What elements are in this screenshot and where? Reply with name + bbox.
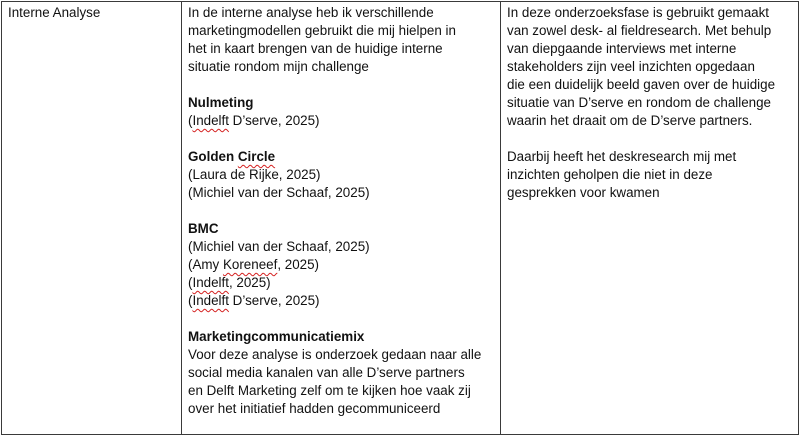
source-prefix: ( [188,275,193,290]
source-suffix: D’serve, 2025) [228,293,320,308]
source-suffix: D’serve, 2025) [228,113,320,128]
paragraph-line: situatie van D’serve en rondom de challenge [507,95,772,110]
intro-line: situatie rondom mijn challenge [188,59,369,74]
golden-circle-section [188,148,494,202]
bmc-section [188,220,494,310]
spellcheck-word[interactable]: Indelft [192,113,229,128]
bmc-source [188,292,494,310]
source-prefix: ( [188,113,193,128]
analysis-table [1,1,799,435]
golden-circle-source: (Laura de Rijke, 2025) [188,167,321,182]
spacer [188,76,494,94]
mcm-line: Voor deze analyse is onderzoek gedaan naar alle [188,347,482,362]
source-prefix: (Amy [188,257,223,272]
source-suffix: , 2025) [228,275,271,290]
source-suffix: , 2025) [277,257,320,272]
paragraph-line: die een duidelijk beeld gaven over de huidige [507,77,776,92]
intro-paragraph [188,4,494,76]
paragraph-line: waarin het draait om de D’serve partners. [507,113,753,128]
golden-circle-heading [188,148,494,166]
spellcheck-word[interactable]: Indelft [192,275,229,290]
bmc-source [188,256,494,274]
intro-line: In de interne analyse heb ik verschillende [188,5,434,20]
paragraph-line: gesprekken voor kwamen [507,185,660,200]
nulmeting-heading: Nulmeting [188,95,254,110]
paragraph-line: In deze onderzoeksfase is gebruikt gemaakt [507,5,770,20]
mcm-line: social media kanalen van alle D’serve partners [188,365,465,380]
paragraph-line: Daarbij heeft het deskresearch mij met [507,149,737,164]
golden-circle-source: (Michiel van der Schaaf, 2025) [188,185,370,200]
source-prefix: ( [188,293,193,308]
mcm-line: en Delft Marketing zelf om te kijken hoe vaak zij [188,383,471,398]
table-row [2,2,799,435]
research-paragraph-2 [507,148,792,202]
bmc-source: (Michiel van der Schaaf, 2025) [188,239,370,254]
paragraph-line: stakeholders zijn veel inzichten opgedaan [507,59,755,74]
spellcheck-word[interactable]: Circle [237,149,276,164]
spacer [188,202,494,220]
bmc-heading: BMC [188,221,219,236]
paragraph-line: van zowel desk- al fieldresearch. Met behulp [507,23,772,38]
spellcheck-word[interactable]: Indelft [192,293,229,308]
mcm-heading: Marketingcommunicatiemix [188,329,365,344]
nulmeting-source [188,112,494,130]
spacer [188,130,494,148]
paragraph-line: van diepgaande interviews met interne [507,41,737,56]
mcm-section [188,328,494,418]
spacer [188,310,494,328]
bmc-source [188,274,494,292]
mcm-line: over het initiatief hadden gecommuniceerd [188,401,441,416]
spacer [507,130,792,148]
nulmeting-section [188,94,494,130]
research-cell[interactable] [501,2,799,435]
heading-word: Golden [188,149,235,164]
intro-line: het in kaart brengen van de huidige interne [188,41,443,56]
research-paragraph-1 [507,4,792,130]
models-cell[interactable] [182,2,501,435]
spellcheck-word[interactable]: Koreneef [222,257,278,272]
row-label: Interne Analyse [8,5,101,20]
row-label-cell[interactable] [2,2,182,435]
paragraph-line: inzichten geholpen die niet in deze [507,167,713,182]
intro-line: marketingmodellen gebruikt die mij hielpen in [188,23,456,38]
